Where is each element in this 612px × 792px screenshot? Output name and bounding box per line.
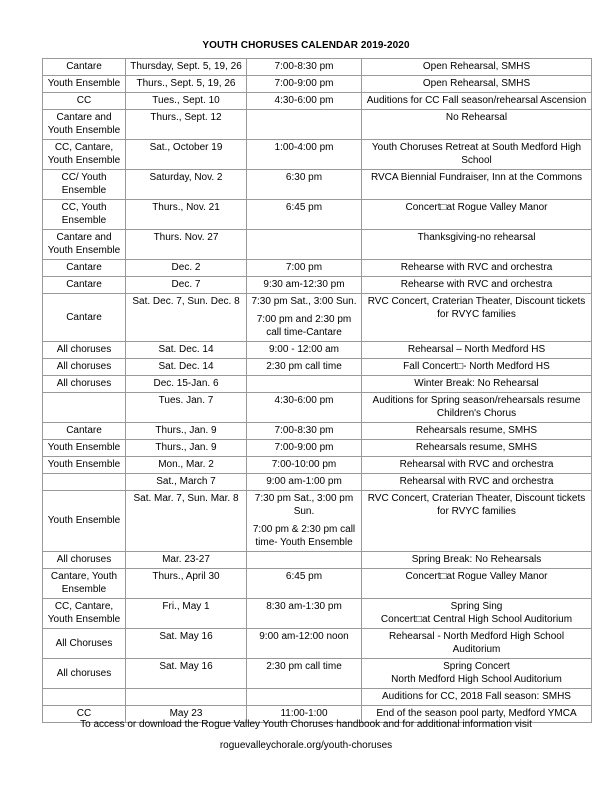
event-text: Rehearsal – North Medford HS bbox=[407, 344, 546, 355]
time-text: 7:00-9:00 pm bbox=[274, 442, 334, 453]
event-text: Spring Break: No Rehearsals bbox=[411, 554, 542, 565]
cell-group: Cantare bbox=[43, 260, 126, 277]
event-text: Rehearsals resume, SMHS bbox=[415, 442, 538, 453]
time-text: 7:00-8:30 pm bbox=[274, 425, 334, 436]
cell-date: Dec. 2 bbox=[126, 260, 247, 277]
cell-date: Sat., October 19 bbox=[126, 140, 247, 170]
cell-group: Cantare bbox=[43, 59, 126, 76]
table-row bbox=[43, 294, 592, 342]
event-text: Open Rehearsal, SMHS bbox=[422, 61, 531, 72]
cell-event bbox=[362, 629, 592, 659]
cell-group: All choruses bbox=[43, 359, 126, 376]
time-text: 8:30 am-1:30 pm bbox=[266, 601, 342, 612]
cell-event bbox=[362, 59, 592, 76]
table-row bbox=[43, 200, 592, 230]
event-text: Rehearsal - North Medford High School Auditorium bbox=[388, 631, 565, 655]
cell-time bbox=[247, 457, 362, 474]
cell-group bbox=[43, 474, 126, 491]
cell-time bbox=[247, 140, 362, 170]
cell-time bbox=[247, 599, 362, 629]
event-text: Rehearse with RVC and orchestra bbox=[400, 262, 553, 273]
footer-text: To access or download the Rogue Valley Youth Choruses handbook and for additional information visit bbox=[80, 719, 532, 730]
cell-time bbox=[247, 552, 362, 569]
event-text: Thanksgiving-no rehearsal bbox=[417, 232, 536, 243]
cell-group: Youth Ensemble bbox=[43, 457, 126, 474]
table-row bbox=[43, 629, 592, 659]
table-row bbox=[43, 359, 592, 376]
time-text: 9:00 - 12:00 am bbox=[268, 344, 340, 355]
cell-event bbox=[362, 659, 592, 689]
time-text: 9:00 am-12:00 noon bbox=[259, 631, 349, 642]
cell-date: Thurs., Sept. 5, 19, 26 bbox=[126, 76, 247, 93]
event-text: RVC Concert, Craterian Theater, Discount tickets for RVYC families bbox=[367, 296, 586, 320]
cell-event bbox=[362, 423, 592, 440]
cell-time bbox=[247, 76, 362, 93]
time-text: 6:45 pm bbox=[285, 571, 323, 582]
table-row bbox=[43, 76, 592, 93]
cell-date: Sat. Dec. 14 bbox=[126, 359, 247, 376]
time-text: 4:30-6:00 pm bbox=[274, 95, 334, 106]
cell-event bbox=[362, 93, 592, 110]
cell-date: Thursday, Sept. 5, 19, 26 bbox=[126, 59, 247, 76]
cell-event bbox=[362, 342, 592, 359]
cell-group: CC, Youth Ensemble bbox=[43, 200, 126, 230]
event-text: Rehearsal with RVC and orchestra bbox=[399, 476, 554, 487]
time-text: 1:00-4:00 pm bbox=[274, 142, 334, 153]
time-note: 7:00 pm and 2:30 pm call time-Cantare bbox=[256, 314, 352, 338]
cell-event bbox=[362, 260, 592, 277]
cell-group: Youth Ensemble bbox=[43, 491, 126, 552]
cell-time bbox=[247, 93, 362, 110]
cell-date: Mon., Mar. 2 bbox=[126, 457, 247, 474]
cell-event bbox=[362, 689, 592, 706]
cell-group bbox=[43, 393, 126, 423]
cell-date: Thurs., Sept. 12 bbox=[126, 110, 247, 140]
cell-time bbox=[247, 569, 362, 599]
table-row bbox=[43, 110, 592, 140]
cell-event bbox=[362, 474, 592, 491]
cell-date: Sat. Mar. 7, Sun. Mar. 8 bbox=[126, 491, 247, 552]
event-detail: North Medford High School Auditorium bbox=[391, 674, 562, 685]
cell-time bbox=[247, 342, 362, 359]
cell-date: Sat., March 7 bbox=[126, 474, 247, 491]
cell-group: All Choruses bbox=[43, 629, 126, 659]
time-text: 7:30 pm Sat., 3:00 pm Sun. bbox=[254, 493, 354, 517]
cell-event bbox=[362, 359, 592, 376]
event-text: No Rehearsal bbox=[445, 112, 508, 123]
cell-group: Cantare and Youth Ensemble bbox=[43, 110, 126, 140]
time-text: 2:30 pm call time bbox=[266, 661, 342, 672]
event-text: Rehearse with RVC and orchestra bbox=[400, 279, 553, 290]
cell-time bbox=[247, 393, 362, 423]
cell-group: Cantare, Youth Ensemble bbox=[43, 569, 126, 599]
cell-date: Tues. Jan. 7 bbox=[126, 393, 247, 423]
cell-date: Dec. 7 bbox=[126, 277, 247, 294]
cell-event bbox=[362, 200, 592, 230]
cell-date: Dec. 15-Jan. 6 bbox=[126, 376, 247, 393]
table-row bbox=[43, 342, 592, 359]
cell-event bbox=[362, 599, 592, 629]
cell-time bbox=[247, 629, 362, 659]
event-text: Spring Sing bbox=[450, 601, 503, 612]
table-row bbox=[43, 393, 592, 423]
table-row bbox=[43, 457, 592, 474]
time-text: 7:00-10:00 pm bbox=[271, 459, 337, 470]
cell-time bbox=[247, 230, 362, 260]
event-text: Concert□at Rogue Valley Manor bbox=[405, 202, 548, 213]
footer-link[interactable]: roguevalleychorale.org/youth-choruses bbox=[219, 740, 393, 751]
cell-group: Youth Ensemble bbox=[43, 440, 126, 457]
event-text: RVCA Biennial Fundraiser, Inn at the Commons bbox=[370, 172, 583, 183]
cell-event bbox=[362, 110, 592, 140]
cell-date: Saturday, Nov. 2 bbox=[126, 170, 247, 200]
cell-group: All choruses bbox=[43, 376, 126, 393]
event-text: Auditions for CC Fall season/rehearsal Ascension bbox=[366, 95, 587, 106]
cell-date: Mar. 23-27 bbox=[126, 552, 247, 569]
table-row bbox=[43, 659, 592, 689]
cell-group: Cantare bbox=[43, 277, 126, 294]
cell-event bbox=[362, 230, 592, 260]
event-text: Fall Concert□- North Medford HS bbox=[403, 361, 550, 372]
time-text: 7:00-8:30 pm bbox=[274, 61, 334, 72]
cell-event bbox=[362, 294, 592, 342]
cell-event bbox=[362, 393, 592, 423]
cell-event bbox=[362, 76, 592, 93]
cell-date: Fri., May 1 bbox=[126, 599, 247, 629]
time-text: 6:30 pm bbox=[285, 172, 323, 183]
event-text: Auditions for CC, 2018 Fall season: SMHS bbox=[382, 691, 571, 702]
event-detail: Concert□at Central High School Auditorium bbox=[380, 614, 573, 625]
cell-event bbox=[362, 376, 592, 393]
cell-time bbox=[247, 200, 362, 230]
table-row bbox=[43, 569, 592, 599]
calendar-body bbox=[43, 59, 592, 723]
cell-event bbox=[362, 457, 592, 474]
cell-group: Youth Ensemble bbox=[43, 76, 126, 93]
cell-event bbox=[362, 552, 592, 569]
event-text: Spring Concert bbox=[443, 661, 510, 672]
cell-event bbox=[362, 140, 592, 170]
table-row bbox=[43, 440, 592, 457]
cell-date: Tues., Sept. 10 bbox=[126, 93, 247, 110]
cell-group: CC bbox=[43, 706, 126, 723]
cell-group: CC, Cantare, Youth Ensemble bbox=[43, 140, 126, 170]
cell-time bbox=[247, 110, 362, 140]
time-text: 4:30-6:00 pm bbox=[274, 395, 334, 406]
cell-date: Sat. May 16 bbox=[126, 629, 247, 659]
time-text: 11:00-1:00 bbox=[280, 708, 328, 719]
cell-date bbox=[126, 689, 247, 706]
table-row bbox=[43, 552, 592, 569]
table-row bbox=[43, 491, 592, 552]
table-row bbox=[43, 277, 592, 294]
cell-group bbox=[43, 689, 126, 706]
cell-date: Sat. Dec. 7, Sun. Dec. 8 bbox=[126, 294, 247, 342]
cell-date: Thurs., Jan. 9 bbox=[126, 440, 247, 457]
cell-group: Cantare and Youth Ensemble bbox=[43, 230, 126, 260]
time-text: 7:00-9:00 pm bbox=[274, 78, 334, 89]
cell-time bbox=[247, 440, 362, 457]
cell-time bbox=[247, 59, 362, 76]
table-row bbox=[43, 170, 592, 200]
cell-time bbox=[247, 170, 362, 200]
cell-event bbox=[362, 170, 592, 200]
event-text: Rehearsals resume, SMHS bbox=[415, 425, 538, 436]
cell-time bbox=[247, 474, 362, 491]
cell-time bbox=[247, 260, 362, 277]
time-text: 7:30 pm Sat., 3:00 Sun. bbox=[251, 296, 357, 307]
event-text: Concert□at Rogue Valley Manor bbox=[405, 571, 548, 582]
table-row bbox=[43, 230, 592, 260]
cell-date: Thurs., April 30 bbox=[126, 569, 247, 599]
table-row bbox=[43, 689, 592, 706]
cell-date: Thurs., Jan. 9 bbox=[126, 423, 247, 440]
event-text: Winter Break: No Rehearsal bbox=[414, 378, 539, 389]
cell-time bbox=[247, 359, 362, 376]
cell-time bbox=[247, 423, 362, 440]
cell-time bbox=[247, 277, 362, 294]
time-text: 2:30 pm call time bbox=[266, 361, 342, 372]
event-text: RVC Concert, Craterian Theater, Discount tickets for RVYC families bbox=[367, 493, 586, 517]
cell-event bbox=[362, 491, 592, 552]
cell-group: CC, Cantare, Youth Ensemble bbox=[43, 599, 126, 629]
table-row bbox=[43, 599, 592, 629]
cell-time bbox=[247, 659, 362, 689]
cell-event bbox=[362, 277, 592, 294]
cell-date: Sat. Dec. 14 bbox=[126, 342, 247, 359]
cell-date: Sat. May 16 bbox=[126, 659, 247, 689]
cell-date: Thurs. Nov. 27 bbox=[126, 230, 247, 260]
cell-event bbox=[362, 569, 592, 599]
event-text: Auditions for Spring season/rehearsals resume Children's Chorus bbox=[372, 395, 581, 419]
table-row bbox=[43, 474, 592, 491]
time-note: 7:00 pm & 2:30 pm call time- Youth Ensemble bbox=[252, 524, 356, 548]
cell-time bbox=[247, 294, 362, 342]
table-row bbox=[43, 93, 592, 110]
event-text: Rehearsal with RVC and orchestra bbox=[399, 459, 554, 470]
table-row bbox=[43, 59, 592, 76]
cell-group: Cantare bbox=[43, 423, 126, 440]
cell-time bbox=[247, 376, 362, 393]
cell-group: CC/ Youth Ensemble bbox=[43, 170, 126, 200]
cell-date: May 23 bbox=[126, 706, 247, 723]
event-text: End of the season pool party, Medford YMCA bbox=[376, 708, 577, 719]
page-title: YOUTH CHORUSES CALENDAR 2019-2020 bbox=[202, 40, 410, 51]
table-row bbox=[43, 140, 592, 170]
time-text: 6:45 pm bbox=[285, 202, 323, 213]
time-text: 9:30 am-12:30 pm bbox=[263, 279, 345, 290]
cell-event bbox=[362, 440, 592, 457]
table-row bbox=[43, 260, 592, 277]
cell-group: CC bbox=[43, 93, 126, 110]
table-row bbox=[43, 376, 592, 393]
table-row bbox=[43, 423, 592, 440]
cell-group: All choruses bbox=[43, 659, 126, 689]
event-text: Open Rehearsal, SMHS bbox=[422, 78, 531, 89]
cell-group: Cantare bbox=[43, 294, 126, 342]
event-text: Youth Choruses Retreat at South Medford High School bbox=[371, 142, 582, 166]
cell-time bbox=[247, 491, 362, 552]
cell-group: All choruses bbox=[43, 552, 126, 569]
cell-date: Thurs., Nov. 21 bbox=[126, 200, 247, 230]
time-text: 7:00 pm bbox=[285, 262, 323, 273]
cell-group: All choruses bbox=[43, 342, 126, 359]
time-text: 9:00 am-1:00 pm bbox=[266, 476, 342, 487]
calendar-table bbox=[42, 58, 592, 723]
cell-time bbox=[247, 689, 362, 706]
